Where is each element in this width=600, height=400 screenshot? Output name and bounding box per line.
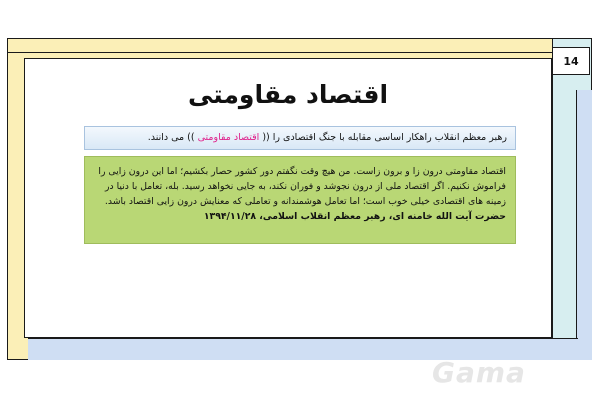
quote-line: فراموش نکنیم. اگر اقتصاد ملی از درون نجوشد و فوران نکند، به جایی نخواهد رسید. بله، تعامل با دنیا در bbox=[104, 181, 506, 192]
intro-text-after: )) می دانند. bbox=[147, 132, 195, 143]
quote-line: زمینه های اقتصادی خیلی خوب است؛ اما تعامل هوشمندانه و تعاملی که معنایش درون زایی اقتصاد باشد. bbox=[104, 196, 506, 207]
slide-frame-accent-right bbox=[576, 90, 592, 360]
quote-attribution: حضرت آیت الله خامنه ای، رهبر معظم انقلاب اسلامی، ۱۳۹۴/۱۱/۲۸ bbox=[203, 211, 506, 222]
slide-frame-divider bbox=[7, 52, 552, 53]
slide-title: اقتصاد مقاومتی bbox=[187, 80, 389, 109]
intro-text-before: رهبر معظم انقلاب راهکار اساسی مقابله با جنگ اقتصادی را (( bbox=[262, 132, 507, 143]
page-number: 14 bbox=[552, 47, 590, 75]
intro-highlight-term: اقتصاد مقاومتی bbox=[194, 132, 263, 143]
intro-text-box bbox=[84, 126, 516, 150]
brand-watermark: Gama bbox=[432, 356, 526, 389]
quote-box bbox=[84, 156, 516, 244]
quote-line: اقتصاد مقاومتی درون زا و برون زاست. من هیچ وقت نگفتم دور کشور حصار بکشیم؛ اما این درون زایی را bbox=[98, 166, 506, 177]
